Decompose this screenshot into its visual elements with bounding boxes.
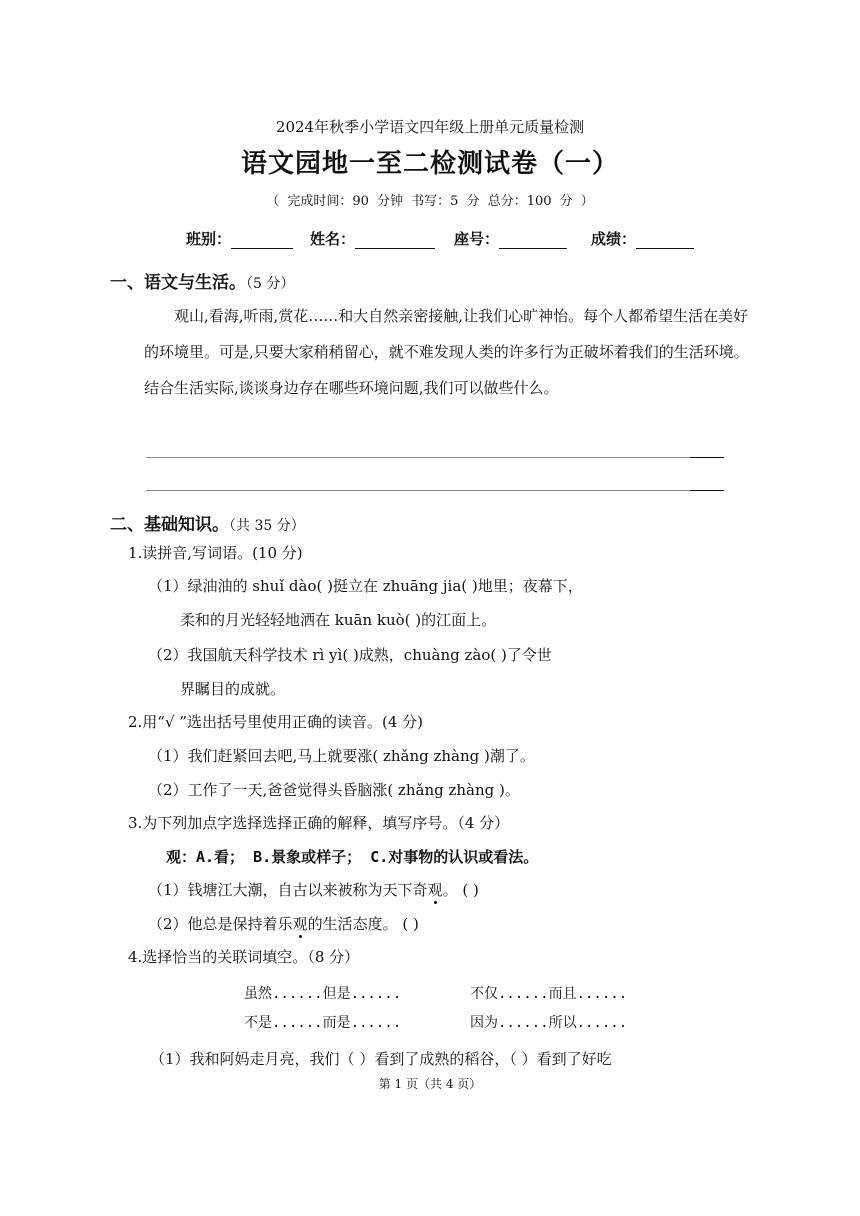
score-label: 成绩： <box>591 230 637 248</box>
exam-meta: （ 完成时间：90 分钟 书写：5 分 总分：100 分 ） <box>266 194 594 209</box>
score-blank[interactable] <box>636 232 694 249</box>
answer-line-2[interactable] <box>146 490 724 491</box>
q3-item2-dotted-char: 观 <box>292 915 308 933</box>
seat-label: 座号： <box>454 230 500 248</box>
page-footer: 第 1 页（共 4 页） <box>378 1077 482 1091</box>
answer-line-1[interactable] <box>146 457 724 458</box>
q1-item2-line1: （2）我国航天科学技术 rì yì( )成熟，chuàng zào( )了令世 <box>148 646 552 664</box>
q1-item1-line2: 柔和的月光轻轻地洒在 kuān kuò( )的江面上。 <box>180 611 497 629</box>
q4-word-option-1: 虽然......但是...... <box>244 986 402 1002</box>
q3-item1-text: （1）钱塘江大潮，自古以来被称为天下奇 <box>148 881 428 899</box>
section1-title: 一、语文与生活。 <box>110 273 246 293</box>
q3-item2 <box>148 913 419 934</box>
seat-blank[interactable] <box>499 232 567 249</box>
section2-title: 二、基础知识。 <box>110 515 229 535</box>
q3-item2-answer[interactable]: 的生活态度。 ( ) <box>307 915 419 933</box>
exam-title: 语文园地一至二检测试卷（一） <box>240 149 619 179</box>
q1-item1-line1: （1）绿油油的 shuǐ dào( )挺立在 zhuāng jia( )地里；夜幕下， <box>148 577 583 595</box>
q3-item1-dotted-char: 观 <box>427 881 443 899</box>
q2-item1: （1）我们赶紧回去吧,马上就要涨( zhǎng zhàng )潮了。 <box>148 747 535 765</box>
q4-word-option-4: 因为......所以...... <box>470 1015 628 1031</box>
section1-paragraph: 观山,看海,听雨,赏花……和大自然亲密接触,让我们心旷神怡。每个人都希望生活在美好的环境里。可是,只要大家稍稍留心，就不难发现人类的许多行为正破坏着我们的生活环境。结合生活实际,谈谈身边存在哪些环境问题,我们可以做些什么。 <box>144 307 749 397</box>
q4-word-option-2: 不仅......而且...... <box>470 986 628 1002</box>
exam-subtitle: 2024年秋季小学语文四年级上册单元质量检测 <box>275 118 585 136</box>
q3-title: 3.为下列加点字选择选择正确的解释，填写序号。（4 分） <box>128 814 510 832</box>
name-blank[interactable] <box>355 232 435 249</box>
q2-item2: （2）工作了一天,爸爸觉得头昏脑涨( zhǎng zhàng )。 <box>148 781 520 799</box>
q4-item1: （1）我和阿妈走月亮，我们（ ）看到了成熟的稻谷，（ ）看到了好吃 <box>150 1050 612 1068</box>
score-field[interactable] <box>591 228 694 249</box>
name-label: 姓名： <box>310 230 356 248</box>
section2-points: （共 35 分） <box>229 518 305 534</box>
class-blank[interactable] <box>231 232 293 249</box>
q1-title: 1.读拼音,写词语。(10 分) <box>128 544 303 562</box>
q3-item1-answer[interactable]: 。 ( ) <box>442 881 479 899</box>
q2-title: 2.用“√ ”选出括号里使用正确的读音。(4 分) <box>128 713 423 731</box>
q4-title: 4.选择恰当的关联词填空。（8 分） <box>128 948 360 966</box>
q1-item2-line2: 界瞩目的成就。 <box>180 680 286 698</box>
q3-item1 <box>148 879 479 900</box>
section1-heading <box>110 268 294 293</box>
q3-options: 观：A.看； B.景象或样子； C.对事物的认识或看法。 <box>166 848 539 866</box>
name-field[interactable] <box>310 228 435 249</box>
class-field[interactable] <box>186 228 293 249</box>
q3-item2-text: （2）他总是保持着乐 <box>148 915 293 933</box>
q4-word-option-3: 不是......而是...... <box>244 1015 402 1031</box>
seat-field[interactable] <box>454 228 567 249</box>
class-label: 班别： <box>186 230 232 248</box>
section2-heading <box>110 510 305 535</box>
section1-points: （5 分） <box>246 276 295 292</box>
